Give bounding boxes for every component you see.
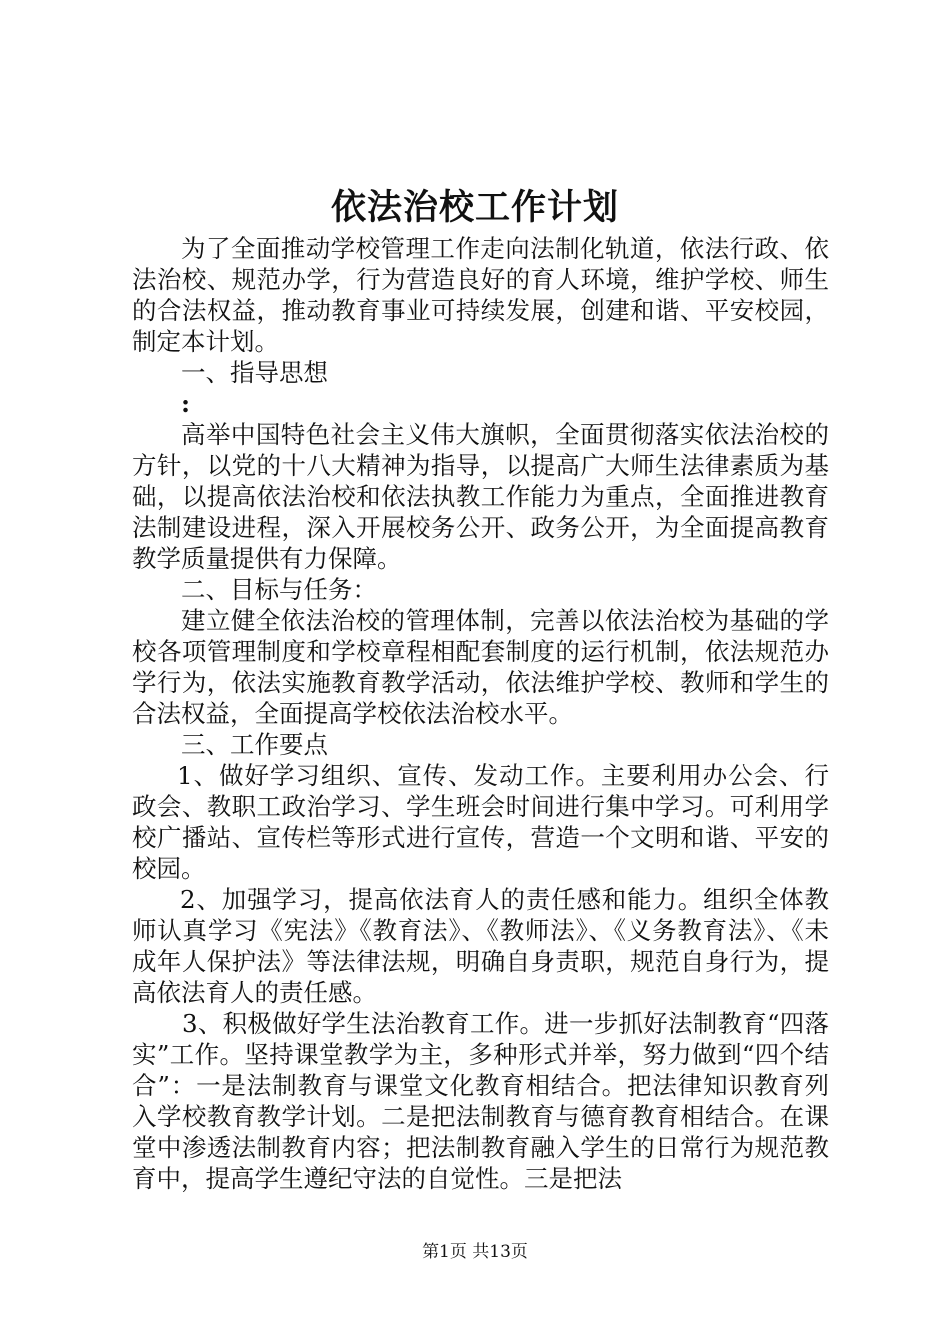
heading-work-points: 三、工作要点 — [181, 730, 328, 759]
page-footer: 第1页 共13页 — [422, 1242, 528, 1262]
heading-goals-tasks: 二、目标与任务： — [181, 575, 377, 604]
paragraph-point-1: 1、做好学习组织、宣传、发动工作。主要利用办公会、行政会、教职工政治学习、学生班会时间进行集中学习。可利用学校广播站、宣传栏等形式进行宣传，营造一个文明和谐、平安的校园。 — [132, 761, 829, 883]
document-title: 依法治校工作计划 — [330, 188, 619, 228]
paragraph-goals-tasks: 建立健全依法治校的管理体制，完善以依法治校为基础的学校各项管理制度和学校章程相配套制度的运行机制，依法规范办学行为，依法实施教育教学活动，依法维护学校、教师和学生的合法权益，全面提高学校依法治校水平。 — [132, 606, 829, 728]
colon-line: : — [181, 389, 191, 418]
heading-guiding-ideology: 一、指导思想 — [181, 358, 328, 387]
paragraph-intro: 为了全面推动学校管理工作走向法制化轨道，依法行政、依法治校、规范办学，行为营造良好的育人环境，维护学校、师生的合法权益，推动教育事业可持续发展，创建和谐、平安校园，制定本计划。 — [132, 234, 829, 356]
paragraph-point-2: 2、加强学习，提高依法育人的责任感和能力。组织全体教师认真学习《宪法》《教育法》、《教师法》、《义务教育法》、《未成年人保护法》等法律法规，明确自身责职，规范自身行为，提高依法育人的责任感。 — [132, 885, 829, 1007]
paragraph-guiding-ideology: 高举中国特色社会主义伟大旗帜，全面贯彻落实依法治校的方针，以党的十八大精神为指导，以提高广大师生法律素质为基础，以提高依法治校和依法执教工作能力为重点，全面推进教育法制建设进程，深入开展校务公开、政务公开，为全面提高教育教学质量提供有力保障。 — [132, 420, 829, 573]
paragraph-point-3: 3、积极做好学生法治教育工作。进一步抓好法制教育“四落实”工作。坚持课堂教学为主，多种形式并举，努力做到“四个结合”：一是法制教育与课堂文化教育相结合。把法律知识教育列入学校教育教学计划。二是把法制教育与德育教育相结合。在课堂中渗透法制教育内容；把法制教育融入学生的日常行为规范教育中，提高学生遵纪守法的自觉性。三是把法 — [132, 1009, 829, 1193]
document-body — [132, 233, 829, 1194]
